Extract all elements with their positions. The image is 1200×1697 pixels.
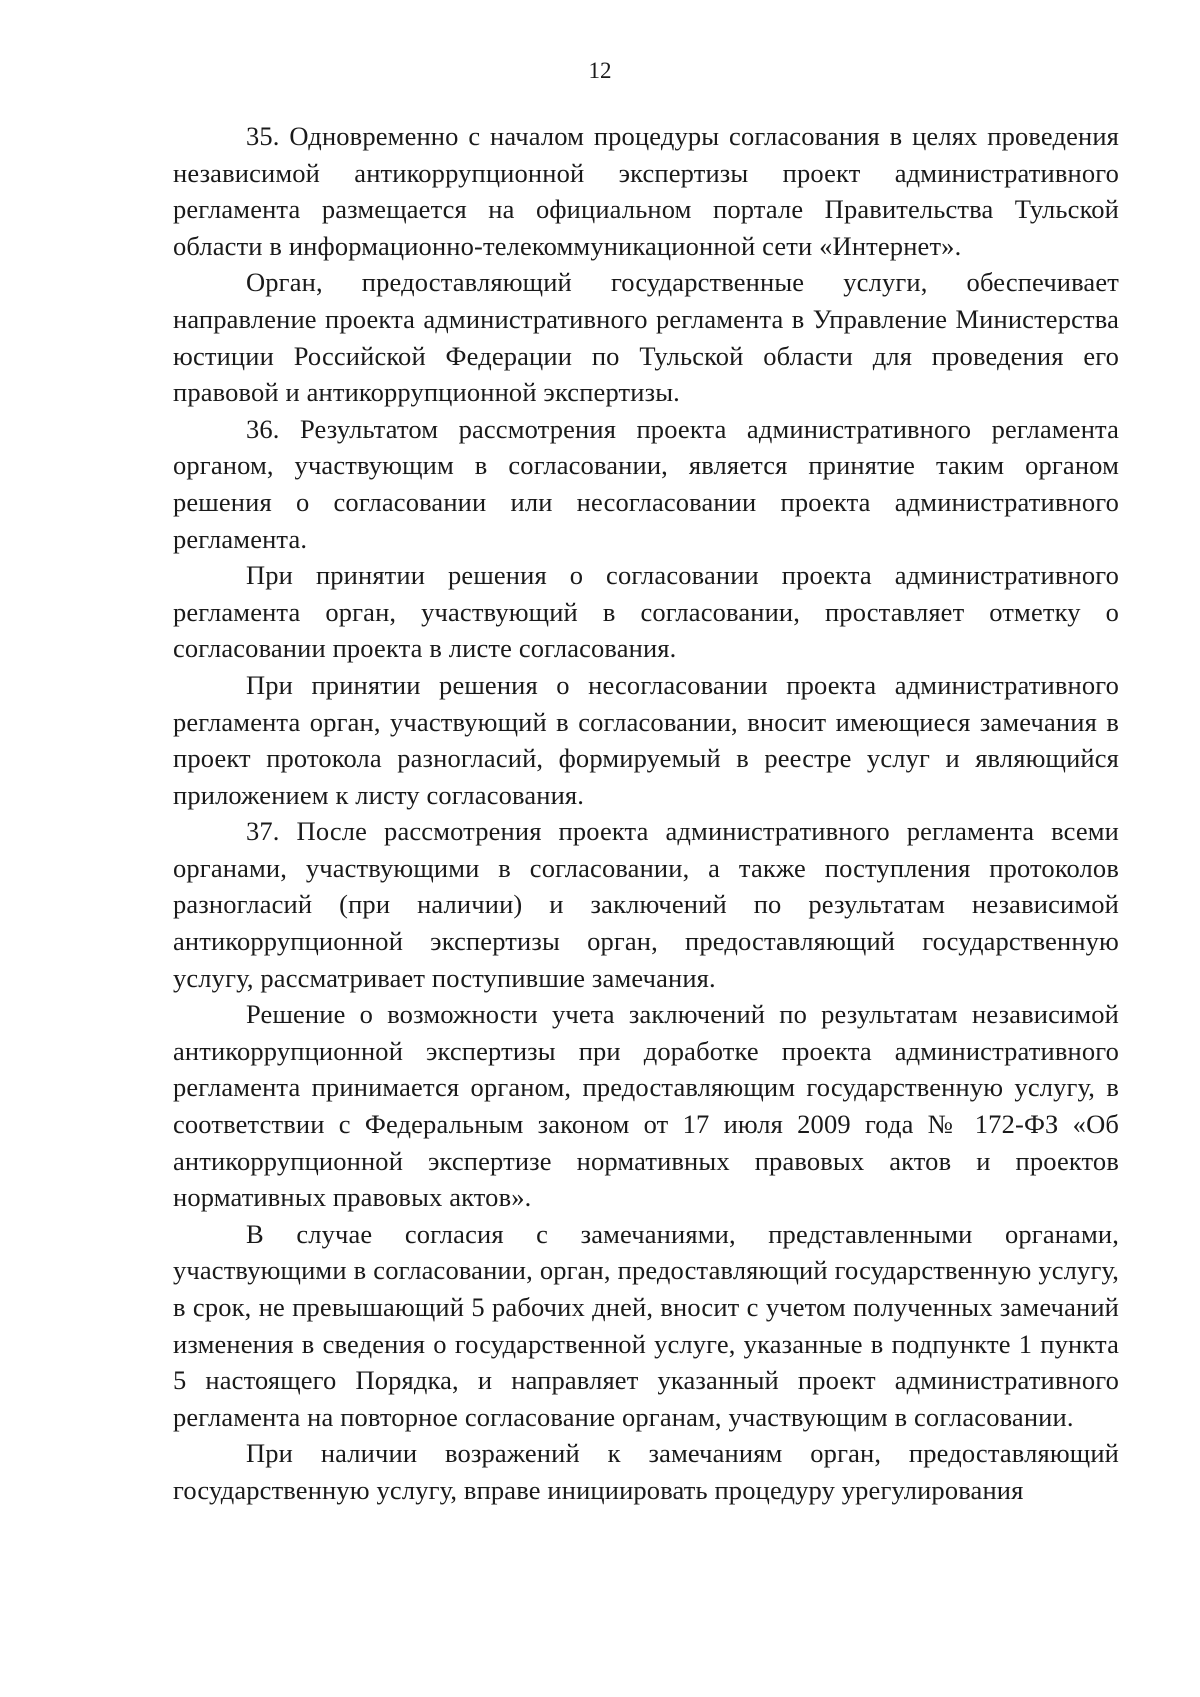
paragraph-35: 35. Одновременно с началом процедуры согласования в целях проведения независимой антикоррупционной экспертизы проект административного регламента размещается на официальном портале Правительства Тульской области в информационно-телекоммуникационной сети «Интернет». [173, 121, 1119, 261]
paragraph-36-approval: При принятии решения о согласовании проекта административного регламента орган, участвующий в согласовании, проставляет отметку о согласовании проекта в листе согласования. [173, 560, 1119, 664]
paragraph-37-agreement: В случае согласия с замечаниями, представленными органами, участвующими в согласовании, орган, предоставляющий государственную услугу, в срок, не превышающий 5 рабочих дней, вносит с учетом полученных замечаний изменения в сведения о государственной услуге, указанные в подпункте 1 пункта 5 настоящего Порядка, и направляет указанный проект административного регламента на повторное согласование органам, участвующим в согласовании. [173, 1218, 1119, 1432]
paragraph-37: 37. После рассмотрения проекта административного регламента всеми органами, участвующими в согласовании, а также поступления протоколов разногласий (при наличии) и заключений по результатам независимой антикоррупционной экспертизы орган, предоставляющий государственную услугу, рассматривает поступившие замечания. [173, 816, 1119, 993]
paragraph-37-objections: При наличии возражений к замечаниям орган, предоставляющий государственную услугу, вправе инициировать процедуру урегулирования [173, 1438, 1119, 1505]
paragraph-37-decision: Решение о возможности учета заключений по результатам независимой антикоррупционной экспертизы при доработке проекта административного регламента принимается органом, предоставляющим государственную услугу, в соответствии с Федеральным законом от 17 июля 2009 года № 172-ФЗ «Об антикоррупционной экспертизе нормативных правовых актов и проектов нормативных правовых актов». [173, 999, 1119, 1213]
paragraph-36-disapproval: При принятии решения о несогласовании проекта административного регламента орган, участвующий в согласовании, вносит имеющиеся замечания в проект протокола разногласий, формируемый в реестре услуг и являющийся приложением к листу согласования. [173, 669, 1119, 810]
document-body [173, 118, 1119, 1509]
paragraph-35-continuation: Орган, предоставляющий государственные услуги, обеспечивает направление проекта административного регламента в Управление Министерства юстиции Российской Федерации по Тульской области для проведения его правовой и антикоррупционной экспертизы. [173, 267, 1119, 408]
page-number: 12 [588, 58, 612, 83]
paragraph-36: 36. Результатом рассмотрения проекта административного регламента органом, участвующим в согласовании, является принятие таким органом решения о согласовании или несогласовании проекта административного регламента. [173, 413, 1119, 554]
